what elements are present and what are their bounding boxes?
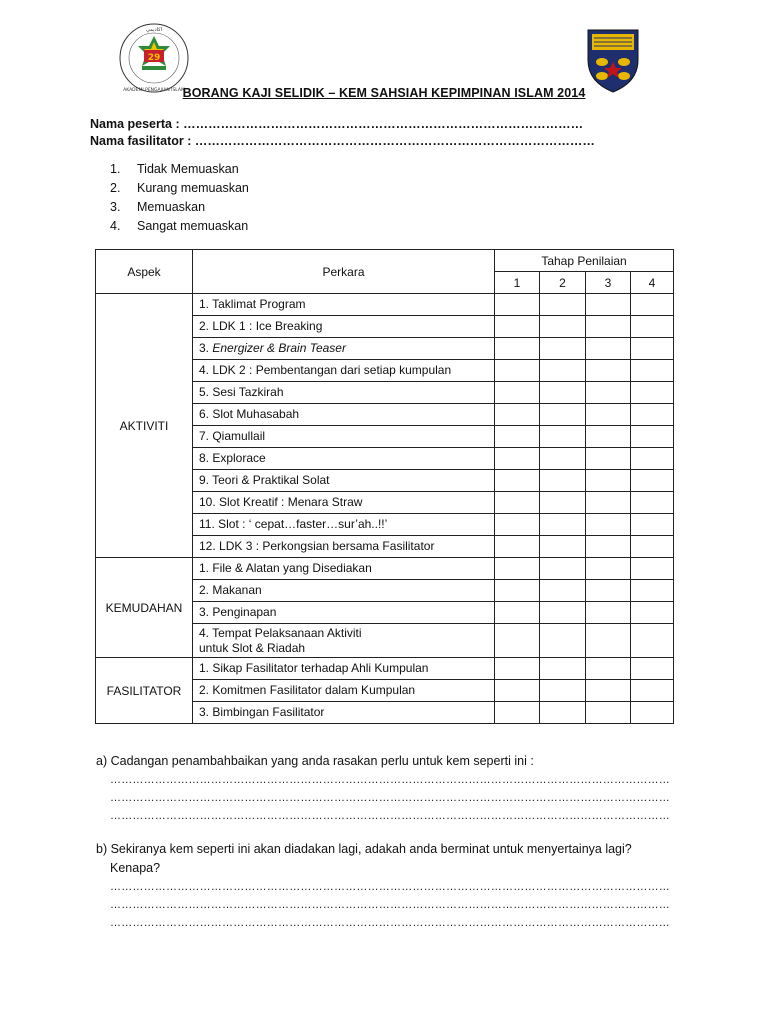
aspek-cell: AKTIVITI [96,294,193,558]
score-cell[interactable] [540,536,586,558]
perkara-cell: 2. Makanan [193,580,495,602]
score-cell[interactable] [586,448,631,470]
score-cell[interactable] [586,580,631,602]
score-cell[interactable] [631,558,674,580]
score-cell[interactable] [586,338,631,360]
svg-text:AKADEMI PENGAJIAN ISLAM: AKADEMI PENGAJIAN ISLAM [123,88,185,93]
score-cell[interactable] [540,680,586,702]
table-row [96,294,674,316]
scale-item: 1. Tidak Memuaskan [110,162,239,176]
svg-text:اكاديمي: اكاديمي [146,27,162,33]
score-cell[interactable] [586,382,631,404]
table-row [96,658,674,680]
answer-line[interactable]: …………………………………………………………………………………………………………………………………… [110,810,670,822]
akademi-logo [118,22,190,94]
evaluation-table [95,249,674,724]
nama-peserta-label: Nama peserta : [90,117,180,131]
score-cell[interactable] [631,316,674,338]
header-perkara: Perkara [193,250,495,294]
score-cell[interactable] [495,316,540,338]
question-a [96,752,676,825]
score-col-header: 2 [540,272,586,294]
score-cell[interactable] [586,558,631,580]
perkara-cell: 7. Qiamullail [193,426,495,448]
perkara-cell: 3. Penginapan [193,602,495,624]
perkara-cell: 4. LDK 2 : Pembentangan dari setiap kumpulan [193,360,495,382]
score-cell[interactable] [495,702,540,724]
score-cell[interactable] [540,514,586,536]
score-cell[interactable] [586,624,631,658]
perkara-cell: 3. Energizer & Brain Teaser [193,338,495,360]
perkara-cell: 10. Slot Kreatif : Menara Straw [193,492,495,514]
perkara-cell: 4. Tempat Pelaksanaan Aktiviti untuk Slot & Riadah [193,624,495,658]
nama-peserta-field[interactable] [90,117,583,131]
score-cell[interactable] [540,360,586,382]
score-cell[interactable] [540,404,586,426]
perkara-cell: 11. Slot : ‘ cepat…faster…sur’ah..!!’ [193,514,495,536]
score-col-header: 3 [586,272,631,294]
nama-fasilitator-blank[interactable]: …………………………………………………………………………………… [194,134,595,148]
table-row [96,558,674,580]
question-b-subtext: Kenapa? [110,861,161,875]
perkara-cell: 3. Bimbingan Fasilitator [193,702,495,724]
answer-line[interactable]: …………………………………………………………………………………………………………………………………… [110,774,670,786]
score-cell[interactable] [495,492,540,514]
score-cell[interactable] [586,294,631,316]
page-title: BORANG KAJI SELIDIK – KEM SAHSIAH KEPIMPINAN ISLAM 2014 [182,86,586,100]
score-cell[interactable] [631,658,674,680]
score-cell[interactable] [586,404,631,426]
perkara-cell: 2. LDK 1 : Ice Breaking [193,316,495,338]
score-cell[interactable] [631,702,674,724]
score-cell[interactable] [540,624,586,658]
score-cell[interactable] [586,702,631,724]
perkara-cell: 9. Teori & Praktikal Solat [193,470,495,492]
scale-item: 2. Kurang memuaskan [110,181,249,195]
perkara-cell: 2. Komitmen Fasilitator dalam Kumpulan [193,680,495,702]
score-cell[interactable] [586,360,631,382]
score-cell[interactable] [586,680,631,702]
score-cell[interactable] [540,492,586,514]
score-cell[interactable] [495,514,540,536]
score-cell[interactable] [495,404,540,426]
score-cell[interactable] [540,316,586,338]
perkara-cell: 8. Explorace [193,448,495,470]
score-cell[interactable] [631,382,674,404]
scale-item: 4. Sangat memuaskan [110,219,249,233]
score-cell[interactable] [540,602,586,624]
score-cell[interactable] [540,294,586,316]
score-cell[interactable] [631,294,674,316]
score-cell[interactable] [540,558,586,580]
answer-line[interactable]: …………………………………………………………………………………………………………………………………… [110,917,670,929]
score-cell[interactable] [495,680,540,702]
score-cell[interactable] [631,448,674,470]
score-cell[interactable] [631,360,674,382]
score-cell[interactable] [586,492,631,514]
score-cell[interactable] [586,536,631,558]
score-cell[interactable] [540,426,586,448]
score-cell[interactable] [631,680,674,702]
header-tahap-penilaian: Tahap Penilaian [495,250,674,272]
answer-line[interactable]: …………………………………………………………………………………………………………………………………… [110,792,670,804]
score-cell[interactable] [540,580,586,602]
question-a-answer[interactable] [96,771,676,825]
aspek-cell: KEMUDAHAN [96,558,193,658]
score-cell[interactable] [495,338,540,360]
score-cell[interactable] [540,658,586,680]
score-cell[interactable] [495,536,540,558]
score-cell[interactable] [540,382,586,404]
score-cell[interactable] [495,658,540,680]
university-crest [584,26,642,94]
score-cell[interactable] [495,294,540,316]
score-cell[interactable] [495,426,540,448]
score-cell[interactable] [495,470,540,492]
perkara-cell: 1. Sikap Fasilitator terhadap Ahli Kumpulan [193,658,495,680]
score-cell[interactable] [586,470,631,492]
score-cell[interactable] [495,624,540,658]
score-cell[interactable] [495,602,540,624]
score-cell[interactable] [631,580,674,602]
evaluation-table-body [96,294,674,724]
score-col-header: 4 [631,272,674,294]
perkara-cell: 5. Sesi Tazkirah [193,382,495,404]
italic-text: Energizer & Brain Teaser [212,341,346,355]
score-cell[interactable] [540,448,586,470]
nama-fasilitator-label: Nama fasilitator : [90,134,192,148]
score-cell[interactable] [586,602,631,624]
score-cell[interactable] [631,514,674,536]
score-cell[interactable] [540,338,586,360]
score-cell[interactable] [495,382,540,404]
score-cell[interactable] [631,470,674,492]
score-cell[interactable] [631,624,674,658]
perkara-cell: 12. LDK 3 : Perkongsian bersama Fasilitator [193,536,495,558]
score-cell[interactable] [631,492,674,514]
answer-line[interactable]: …………………………………………………………………………………………………………………………………… [110,881,670,893]
score-cell[interactable] [495,448,540,470]
score-cell[interactable] [631,404,674,426]
perkara-cell: 1. File & Alatan yang Disediakan [193,558,495,580]
score-cell[interactable] [540,702,586,724]
nama-peserta-blank[interactable]: …………………………………………………………………………………… [183,117,584,131]
score-cell[interactable] [631,602,674,624]
score-cell[interactable] [586,426,631,448]
perkara-cell: 6. Slot Muhasabah [193,404,495,426]
question-b-text: b) Sekiranya kem seperti ini akan diadakan lagi, adakah anda berminat untuk menyertainya lagi? [96,842,632,856]
question-a-text: a) Cadangan penambahbaikan yang anda rasakan perlu untuk kem seperti ini : [96,754,534,768]
question-b [96,840,676,932]
header-aspek: Aspek [96,250,193,294]
scale-item: 3. Memuaskan [110,200,206,214]
score-cell[interactable] [495,558,540,580]
question-b-answer[interactable] [96,878,676,932]
score-cell[interactable] [495,580,540,602]
score-cell[interactable] [495,360,540,382]
nama-fasilitator-field[interactable] [90,134,595,148]
score-cell[interactable] [631,426,674,448]
score-cell[interactable] [586,514,631,536]
score-cell[interactable] [631,338,674,360]
score-cell[interactable] [540,470,586,492]
score-cell[interactable] [586,658,631,680]
score-cell[interactable] [586,316,631,338]
aspek-cell: FASILITATOR [96,658,193,724]
answer-line[interactable]: …………………………………………………………………………………………………………………………………… [110,899,670,911]
score-cell[interactable] [631,536,674,558]
score-col-header: 1 [495,272,540,294]
perkara-cell: 1. Taklimat Program [193,294,495,316]
svg-text:29: 29 [147,53,161,63]
rating-scale-list [110,160,249,236]
